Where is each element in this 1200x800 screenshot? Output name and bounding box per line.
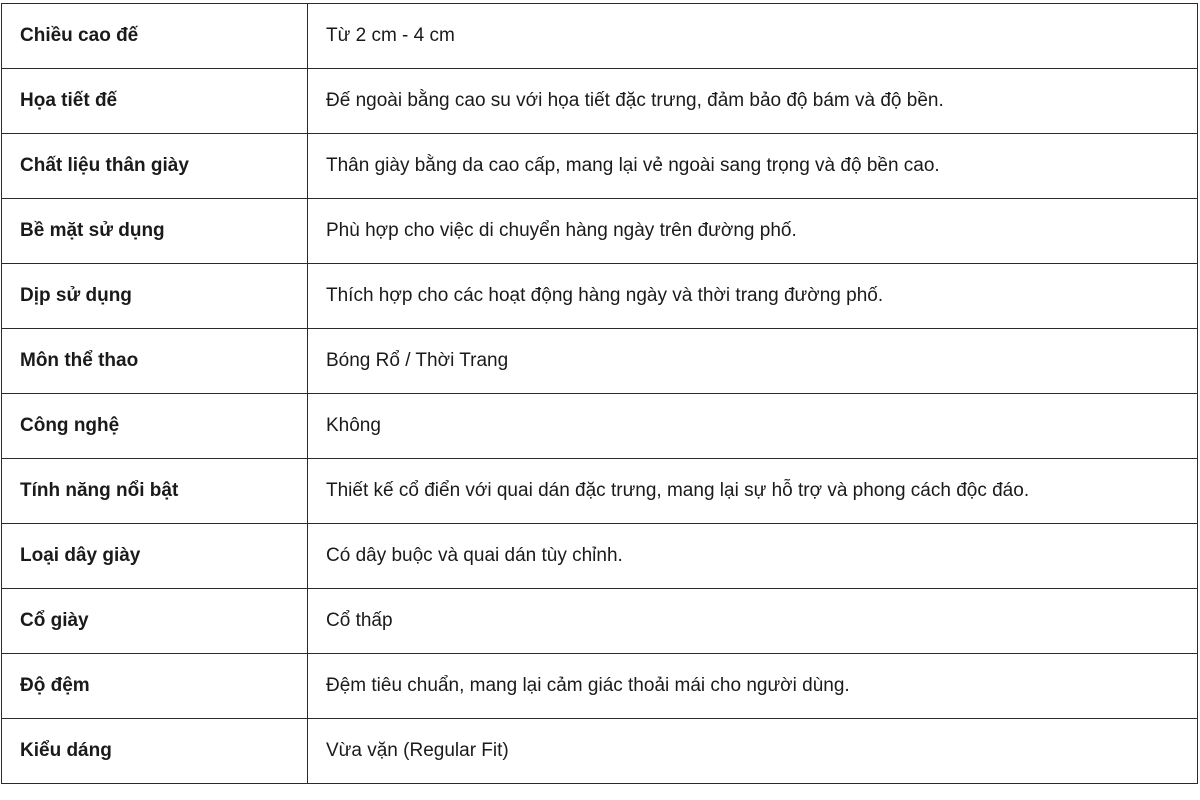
spec-label: Chất liệu thân giày xyxy=(2,134,308,199)
spec-label: Dịp sử dụng xyxy=(2,264,308,329)
spec-label: Họa tiết đế xyxy=(2,69,308,134)
spec-label: Kiểu dáng xyxy=(2,719,308,784)
spec-value: Vừa vặn (Regular Fit) xyxy=(308,719,1198,784)
spec-value: Không xyxy=(308,394,1198,459)
spec-value: Có dây buộc và quai dán tùy chỉnh. xyxy=(308,524,1198,589)
spec-label: Bề mặt sử dụng xyxy=(2,199,308,264)
spec-row-sole-pattern xyxy=(2,69,1198,134)
spec-value: Bóng Rổ / Thời Trang xyxy=(308,329,1198,394)
spec-row-lacing xyxy=(2,524,1198,589)
spec-value: Phù hợp cho việc di chuyển hàng ngày trên đường phố. xyxy=(308,199,1198,264)
product-spec-table xyxy=(1,3,1198,784)
spec-label: Loại dây giày xyxy=(2,524,308,589)
spec-label: Tính năng nổi bật xyxy=(2,459,308,524)
spec-value: Đệm tiêu chuẩn, mang lại cảm giác thoải mái cho người dùng. xyxy=(308,654,1198,719)
spec-value: Đế ngoài bằng cao su với họa tiết đặc trưng, đảm bảo độ bám và độ bền. xyxy=(308,69,1198,134)
spec-label: Môn thể thao xyxy=(2,329,308,394)
spec-value: Cổ thấp xyxy=(308,589,1198,654)
spec-row-fit xyxy=(2,719,1198,784)
spec-row-sport xyxy=(2,329,1198,394)
spec-row-sole-height xyxy=(2,4,1198,69)
spec-row-upper-material xyxy=(2,134,1198,199)
spec-row-collar xyxy=(2,589,1198,654)
spec-row-key-features xyxy=(2,459,1198,524)
spec-label: Độ đệm xyxy=(2,654,308,719)
spec-row-surface xyxy=(2,199,1198,264)
spec-label: Cổ giày xyxy=(2,589,308,654)
spec-row-cushioning xyxy=(2,654,1198,719)
spec-value: Thiết kế cổ điển với quai dán đặc trưng, mang lại sự hỗ trợ và phong cách độc đáo. xyxy=(308,459,1198,524)
spec-label: Chiều cao đế xyxy=(2,4,308,69)
spec-value: Thích hợp cho các hoạt động hàng ngày và thời trang đường phố. xyxy=(308,264,1198,329)
spec-value: Thân giày bằng da cao cấp, mang lại vẻ ngoài sang trọng và độ bền cao. xyxy=(308,134,1198,199)
spec-row-technology xyxy=(2,394,1198,459)
spec-value: Từ 2 cm - 4 cm xyxy=(308,4,1198,69)
spec-row-occasion xyxy=(2,264,1198,329)
spec-table-body xyxy=(2,4,1198,784)
spec-label: Công nghệ xyxy=(2,394,308,459)
